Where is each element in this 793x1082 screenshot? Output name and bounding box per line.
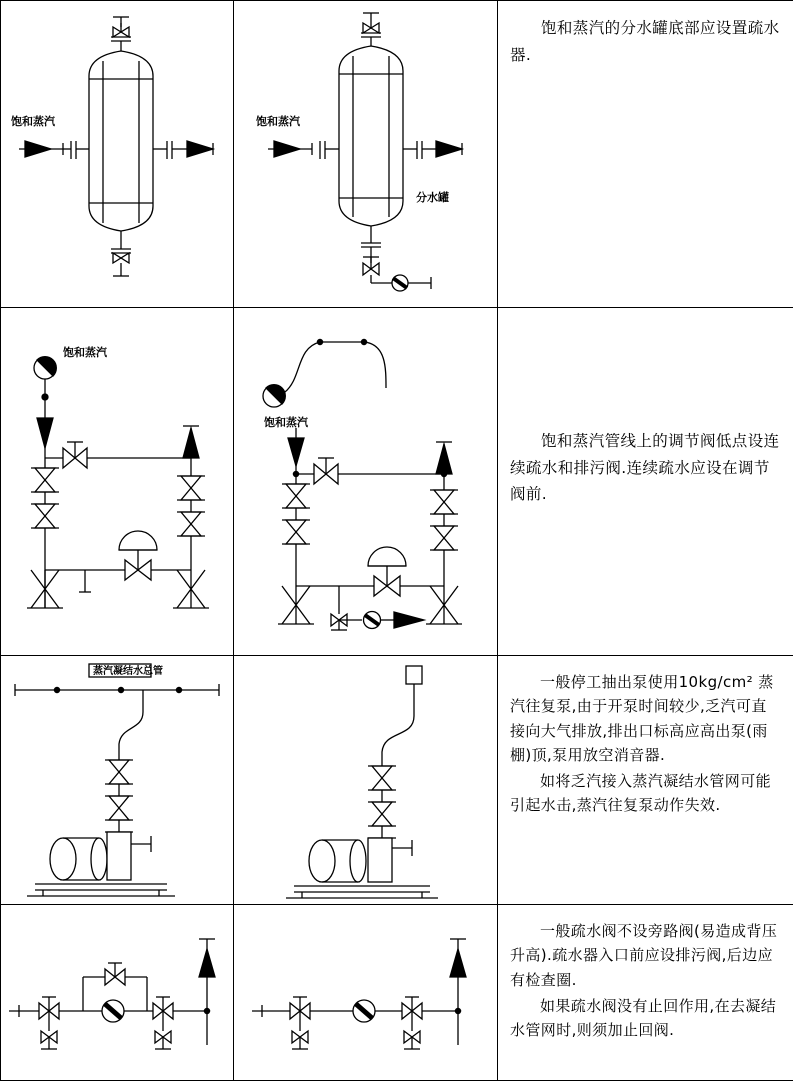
saturated-steam-separator-without-trap <box>1 1 233 307</box>
control-valve-station-without-drain <box>1 308 233 655</box>
saturated-steam-separator-with-trap <box>234 1 497 307</box>
note-row-2 <box>498 308 793 520</box>
table-row <box>1 905 793 1081</box>
label-saturated-steam: 饱和蒸汽 <box>256 115 300 128</box>
note-row-1 <box>498 1 793 80</box>
steam-reciprocating-pump-to-condensate-header <box>1 656 233 904</box>
cell-r2-left <box>1 308 234 656</box>
steam-reciprocating-pump-vent-to-atmosphere <box>234 656 497 904</box>
note-paragraph: 一般疏水阀不设旁路阀(易造成背压升高).疏水器入口前应设排污阀,后边应有检查圈. <box>510 922 778 989</box>
cell-r2-middle <box>234 308 498 656</box>
cell-r3-left <box>1 656 234 905</box>
steam-trap-with-bypass-piping <box>1 905 233 1080</box>
note-paragraph: 一般停工抽出泵使用10kg/cm² 蒸汽往复泵,由于开泵时间较少,乏汽可直接向大气排放,排出口标高应高出泵(雨棚)顶,泵用放空消音器. <box>510 673 774 764</box>
cell-r1-note <box>498 1 793 308</box>
cell-r3-middle <box>234 656 498 905</box>
cell-r3-note <box>498 656 793 905</box>
cell-r1-middle <box>234 1 498 308</box>
note-row-3 <box>498 656 793 830</box>
cell-r1-left <box>1 1 234 308</box>
note-paragraph: 如果疏水阀没有止回作用,在去凝结水管网时,则须加止回阀. <box>510 996 777 1040</box>
steam-trap-without-bypass-piping <box>234 905 497 1080</box>
table-row <box>1 308 793 656</box>
cell-r4-middle <box>234 905 498 1081</box>
table-row <box>1 1 793 308</box>
label-water-separator-drum: 分水罐 <box>416 191 449 204</box>
cell-r4-note <box>498 905 793 1081</box>
note-paragraph: 饱和蒸汽管线上的调节阀低点设连续疏水和排污阀.连续疏水应设在调节阀前. <box>510 432 780 504</box>
cell-r4-left <box>1 905 234 1081</box>
note-paragraph: 如将乏汽接入蒸汽凝结水管网可能引起水击,蒸汽往复泵动作失效. <box>510 772 772 815</box>
label-saturated-steam: 饱和蒸汽 <box>11 115 55 128</box>
note-row-4 <box>498 905 793 1054</box>
control-valve-station-with-drain <box>234 308 497 655</box>
table-row <box>1 656 793 905</box>
cell-r2-note <box>498 308 793 656</box>
note-paragraph: 饱和蒸汽的分水罐底部应设置疏水器. <box>510 19 780 64</box>
label-steam-condensate-header: 蒸汽凝结水总管 <box>93 666 163 677</box>
label-saturated-steam: 饱和蒸汽 <box>63 346 107 359</box>
label-saturated-steam: 饱和蒸汽 <box>264 416 308 429</box>
